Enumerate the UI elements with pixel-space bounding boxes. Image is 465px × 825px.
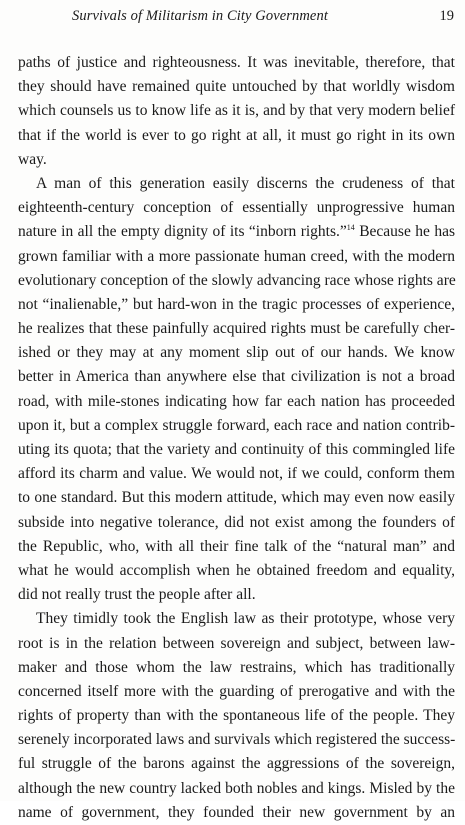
text-line: name of government, they founded their new government by an	[18, 803, 455, 821]
paragraph-1	[18, 51, 455, 172]
text-line: they should have remained quite untouched by that worldly wisdom	[18, 78, 455, 96]
text-line: the Republic, who, with all their fine talk of the “natural man” and	[18, 537, 455, 555]
text-line: what he would accomplish when he obtained freedom and equality,	[18, 561, 455, 579]
text-line: rights of property than with the spontaneous life of the people. They	[18, 707, 455, 725]
text-line: ful struggle of the barons against the aggressions of the sovereign,	[18, 755, 455, 773]
text-line-with-note	[18, 220, 455, 244]
text-line: way.	[18, 150, 47, 168]
running-head	[0, 6, 465, 28]
text-line: afford its charm and value. We would not, if we could, conform them	[18, 465, 455, 483]
text-line: They timidly took the English law as their prototype, whose very	[36, 610, 455, 628]
text-line: did not really trust the people after all.	[18, 586, 256, 604]
text-line: paths of justice and righteousness. It was inevitable, therefore, that	[18, 54, 455, 71]
text-line: which counsels us to know life as it is, and by that very modern belief	[18, 102, 455, 120]
text-line: to one standard. But this modern attitude, which may even now easily	[18, 489, 455, 507]
text-line: he realizes that these painfully acquired rights must be carefully cher-	[18, 320, 455, 338]
text-line: evolutionary conception of the slowly advancing race whose rights are	[18, 271, 456, 289]
text-line: road, with mile-stones indicating how far each nation has proceeded	[18, 392, 455, 410]
text-line: not “inalienable,” but hard-won in the tragic processes of experience,	[18, 295, 455, 313]
text-line: grown familiar with a more passionate human creed, with the modern	[18, 247, 455, 265]
text-line: root is in the relation between sovereign and subject, between law-	[18, 634, 455, 652]
text-line: better in America than anywhere else that civilization is not a broad	[18, 368, 455, 386]
text-line: uting its quota; that the variety and continuity of this commingled life	[18, 441, 455, 458]
running-title: Survivals of Militarism in City Government	[72, 8, 328, 24]
footnote-reference: 14	[346, 223, 355, 233]
page-number: 19	[439, 8, 454, 24]
text-line: although the new country lacked both nobles and kings. Misled by the	[18, 779, 455, 797]
paragraph-2	[18, 172, 455, 607]
text-line: concerned itself more with the guarding of prerogative and with the	[18, 682, 455, 700]
text-line: subside into negative tolerance, did not exist among the founders of	[18, 513, 455, 531]
text-line: A man of this generation easily discerns the crudeness of that	[36, 174, 455, 192]
text-line: eighteenth-century conception of essentially unprogressive human	[18, 199, 455, 217]
text-line: serenely incorporated laws and survivals which registered the success-	[18, 731, 456, 749]
paragraph-3	[18, 607, 455, 825]
text-line: ished or they may at any moment slip out of our hands. We know	[18, 344, 455, 362]
text-line: maker and those whom the law restrains, which has traditionally	[18, 658, 455, 676]
text-line: that if the world is ever to go right at all, it must go right in its own	[18, 126, 455, 144]
text-segment: nature in all the empty dignity of its “inborn rights.”	[18, 223, 347, 241]
text-segment: Because he has	[359, 223, 456, 241]
body-text	[18, 51, 455, 825]
text-line: upon it, but a complex struggle forward, each race and nation contrib-	[18, 416, 455, 434]
